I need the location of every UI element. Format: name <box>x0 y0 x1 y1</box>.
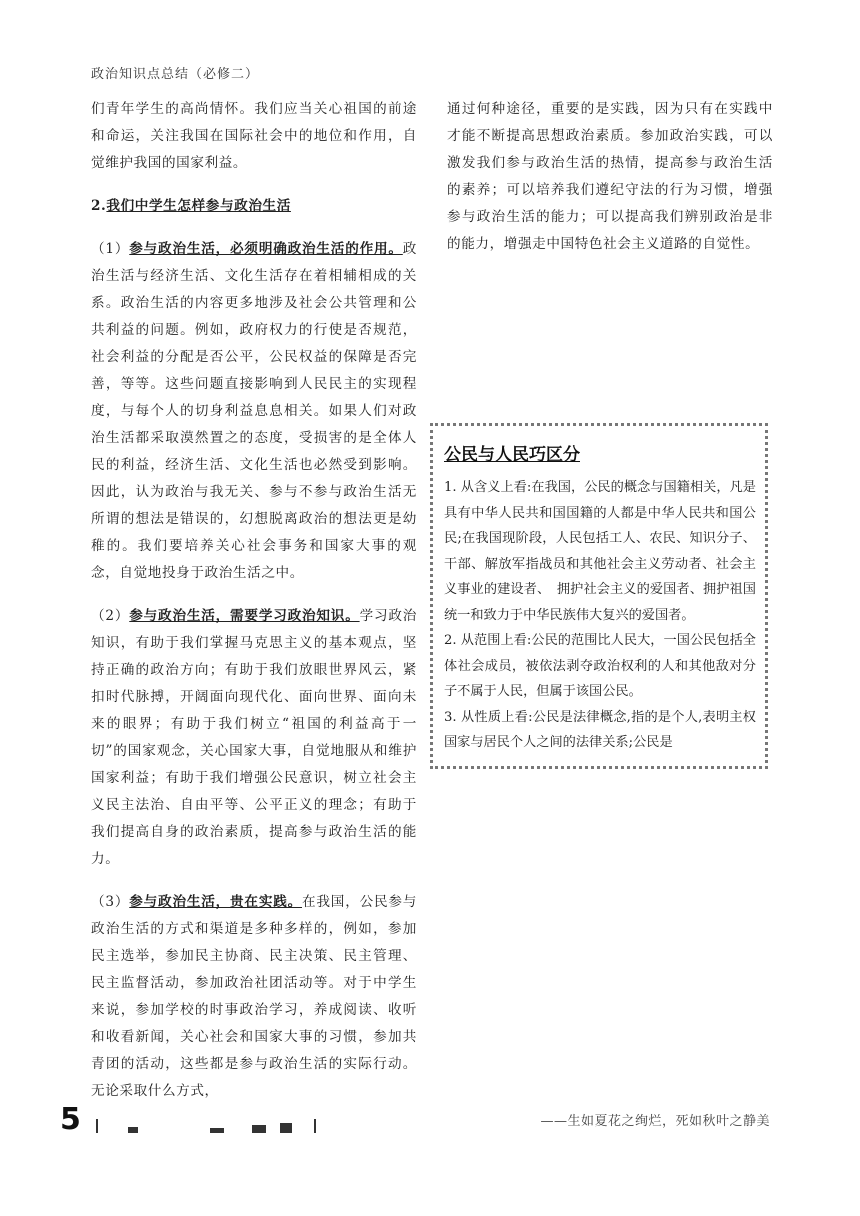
left-column <box>91 96 417 1121</box>
sidebar-item-scope: 2. 从范围上看:公民的范围比人民大，一国公民包括全体社会成员，被依法剥夺政治权利的人和其他敌对分子不属于人民，但属于该国公民。 <box>444 633 756 699</box>
paragraph-2 <box>91 603 417 873</box>
section-heading <box>91 193 417 220</box>
paragraph-2-lead: 参与政治生活，需要学习政治知识。 <box>129 608 360 624</box>
footer-decoration <box>92 1119 332 1133</box>
section-number: 2. <box>91 198 107 214</box>
running-header: 政治知识点总结（必修二） <box>91 67 260 82</box>
paragraph-1-body: 政治生活与经济生活、文化生活存在着相辅相成的关系。政治生活的内容更多地涉及社会公共管理和公共利益的问题。例如，政府权力的行使是否规范，社会利益的分配是否公平，公民权益的保障是否完善，等等。这些问题直接影响到人民民主的实现程度，与每个人的切身利益息息相关。如果人们对政治生活都采取漠然置之的态度，受损害的是全体人民的利益，经济生活、文化生活也必然受到影响。因此，认为政治与我无关、参与不参与政治生活无所谓的想法是错误的，幻想脱离政治的想法更是幼稚的。我们要培养关心社会事务和国家大事的观念，自觉地投身于政治生活之中。 <box>91 241 417 581</box>
sidebar-box-title: 公民与人民巧区分 <box>444 445 580 465</box>
paragraph-2-number: （2） <box>91 608 130 624</box>
sidebar-item-meaning: 1. 从含义上看:在我国，公民的概念与国籍相关，凡是具有中华人民共和国国籍的人都是中华人民共和国公民;在我国现阶段，人民包括工人、农民、知识分子、干部、解放军指战员和其他社会主义劳动者、社会主义事业的建设者、 拥护社会主义的爱国者、拥护祖国统一和致力于中华民族伟大复兴的爱国者。 <box>444 480 756 623</box>
right-column <box>447 96 773 274</box>
paragraph-1-lead: 参与政治生活，必须明确政治生活的作用。 <box>129 241 403 257</box>
footer-quote: ——生如夏花之绚烂，死如秋叶之静美 <box>540 1114 770 1129</box>
paragraph-3-lead: 参与政治生活，贵在实践。 <box>129 894 303 910</box>
paragraph-1 <box>91 236 417 587</box>
paragraph-3 <box>91 889 417 1105</box>
section-title: 我们中学生怎样参与政治生活 <box>106 198 291 214</box>
page-number: 5 <box>60 1105 81 1133</box>
paragraph-1-number: （1） <box>91 241 130 257</box>
sidebar-box <box>430 423 768 769</box>
footer-left <box>60 1105 340 1133</box>
paragraph-2-body: 学习政治知识，有助于我们掌握马克思主义的基本观点，坚持正确的政治方向；有助于我们放眼世界风云，紧扣时代脉搏，开阔面向现代化、面向世界、面向未来的眼界；有助于我们树立“祖国的利益高于一切”的国家观念，关心国家大事，自觉地服从和维护国家利益；有助于我们增强公民意识，树立社会主义民主法治、自由平等、公平正义的理念；有助于我们提高自身的政治素质，提高参与政治生活的能力。 <box>91 608 417 867</box>
sidebar-item-nature: 3. 从性质上看:公民是法律概念,指的是个人,表明主权国家与居民个人之间的法律关系;公民是 <box>444 709 756 750</box>
continuation-paragraph: 通过何种途径，重要的是实践，因为只有在实践中才能不断提高思想政治素质。参加政治实践，可以激发我们参与政治生活的热情，提高参与政治生活的素养；可以培养我们遵纪守法的行为习惯，增强参与政治生活的能力；可以提高我们辨别政治是非的能力，增强走中国特色社会主义道路的自觉性。 <box>447 101 773 252</box>
paragraph-3-body: 在我国，公民参与政治生活的方式和渠道是多种多样的，例如，参加民主选举，参加民主协商、民主决策、民主管理、民主监督活动，参加政治社团活动等。对于中学生来说，参加学校的时事政治学习，养成阅读、收听和收看新闻，关心社会和国家大事的习惯，参加共青团的活动，这些都是参与政治生活的实际行动。无论采取什么方式， <box>91 894 417 1099</box>
intro-paragraph: 们青年学生的高尚情怀。我们应当关心祖国的前途和命运，关注我国在国际社会中的地位和作用，自觉维护我国的国家利益。 <box>91 101 417 171</box>
paragraph-3-number: （3） <box>91 894 130 910</box>
